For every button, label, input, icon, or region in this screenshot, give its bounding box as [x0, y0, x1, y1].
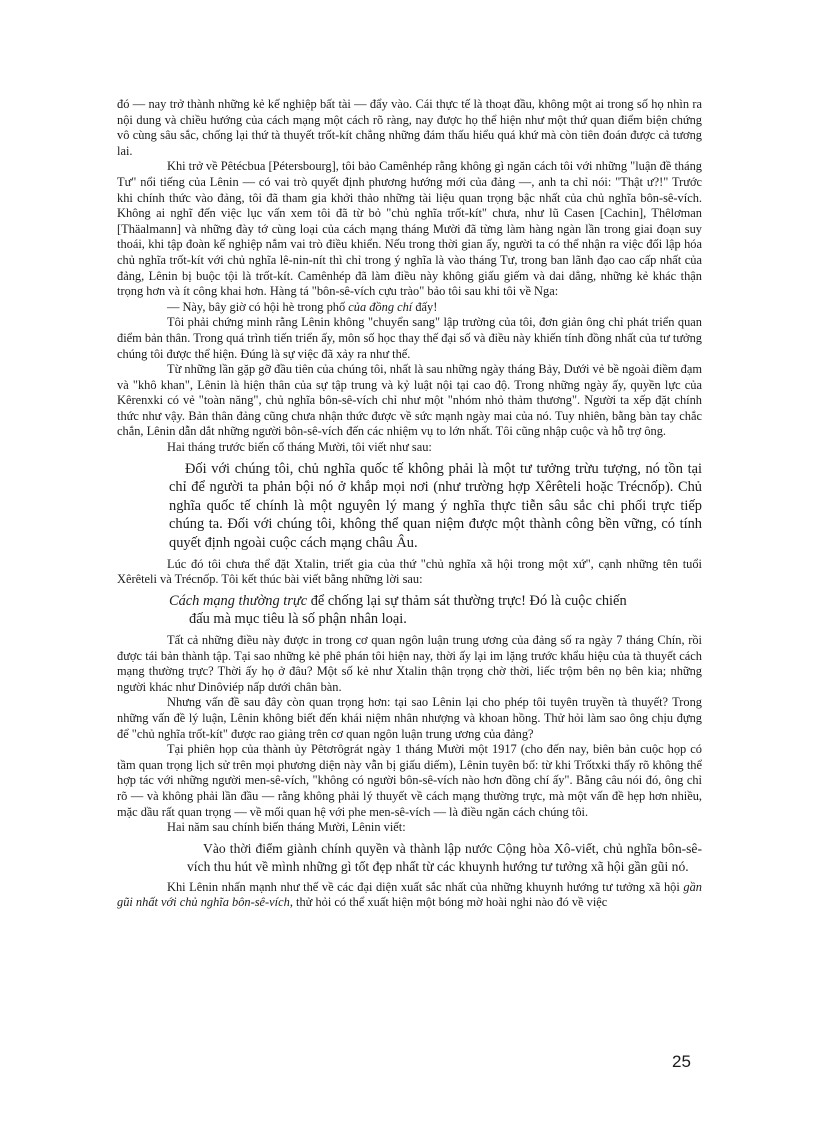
quote-text: để chống lại sự thảm sát thường trực! Đó là cuộc chiến	[307, 592, 627, 609]
body-text	[117, 97, 702, 911]
paragraph: đó — nay trở thành những kẻ kế nghiệp bất tài — đẩy vào. Cái thực tế là thoạt đầu, không một ai trong số họ nhìn ra nội dung và chiều hướng của cách mạng một cách rõ ràng, nay được họ thể hiện như một thứ quan điểm biện chứng vô cùng sâu sắc, chống lại thứ tà thuyết trốt-kít chẳng những đám thấu hiểu quá khứ mà còn tiên đoán được cả tương lai.	[117, 97, 702, 158]
paragraph: Tại phiên họp của thành ủy Pêtơrôgrát ngày 1 tháng Mười một 1917 (cho đến nay, biên bản cuộc họp có tầm quan trọng lịch sử trên mọi phương diện này vẫn bị giấu diếm), Lênin tuyên bố: từ khi Trốtxki thấy rõ không thể hợp tác với những người men-sê-vích, "không có người bôn-sê-vích nào hơn đồng chí ấy". Bằng câu nói đó, ông chỉ rõ — và không phải lần đầu — rằng không phải lý thuyết về cách mạng thường trực, mà một vấn đề hẹp hơn nhiều, mặc dầu rất quan trọng — về mối quan hệ với phe men-sê-vích — là điều ngăn cách chúng tôi.	[117, 742, 702, 819]
block-quote	[169, 592, 702, 629]
emphasis-text: gần gũi nhất với chủ nghĩa bôn-sê-vích	[117, 879, 702, 910]
emphasis-text: Cách mạng thường trực	[169, 592, 308, 609]
dialogue-text-end: đấy!	[412, 299, 438, 314]
page-number: 25	[672, 1052, 691, 1071]
paragraph	[117, 880, 702, 911]
paragraph: Tất cả những điều này được in trong cơ quan ngôn luận trung ương của đảng số ra ngày 7 tháng Chín, rồi được tái bản thành tập. Tại sao những kẻ phê phán tôi hiện nay, thời ấy lại im lặng trước khẩu hiệu của tà thuyết cách mạng thường trực? Thời ấy họ ở đâu? Một số kẻ như Xtalin thận trọng chờ thời, liếc trộm bên nọ bên kia; những người khác như Dinôviép nấp dưới chân bàn.	[117, 633, 702, 694]
paragraph: Khi trở về Pêtécbua [Pétersbourg], tôi bảo Camênhép rằng không gì ngăn cách tôi với những "luận đề tháng Tư" nổi tiếng của Lênin — có vai trò quyết định phương hướng mới của đảng —, anh ta chỉ nói: "Thật ư?!" Trước khi chính thức vào đảng, tôi đã tham gia khởi thảo những tài liệu quan trọng bậc nhất của chủ nghĩa bôn-sê-vích. Không ai nghĩ đến việc lục vấn xem tôi đã từ bỏ "chủ nghĩa trốt-kít" chưa, như lũ Casen [Cachin], Thêlơman [Thäalmann] và những đày tớ cùng loại của cách mạng tháng Mười đã từng làm hàng ngàn lần trong giai đoạn suy thoái, khi tập đoàn kế nghiệp nắm vai trò điều khiển. Nếu trong thời gian ấy, người ta có thể nhận ra việc đối lập hóa chủ nghĩa trốt-kít với chủ nghĩa lê-nin-nít thì chỉ trong ý nghĩa là vào tháng Tư, trong ban lãnh đạo cao cấp nhất của đảng, Lênin bị buộc tội là trốt-kít. Camênhép đã làm điều này không giấu giếm và dai dẳng, những kẻ khác thận trọng hơn và ít công khai hơn. Hàng tá "bôn-sê-vích cựu trào" bảo tôi sau khi tôi về Nga:	[117, 159, 702, 299]
paragraph-text: Khi Lênin nhấn mạnh như thế về các đại diện xuất sắc nhất của những khuynh hướng tư tưởng xã hội	[167, 879, 684, 894]
paragraph: Nhưng vấn đề sau đây còn quan trọng hơn: tại sao Lênin lại cho phép tôi tuyên truyền tà thuyết? Trong những vấn đề lý luận, Lênin không biết đến khái niệm nhân nhượng và khoan hồng. Thử hỏi làm sao ông chịu đựng để "chủ nghĩa trốt-kít" được rao giảng trên cơ quan ngôn luận trung ương của đảng?	[117, 695, 702, 741]
paragraph: Hai năm sau chính biến tháng Mười, Lênin viết:	[167, 820, 406, 835]
paragraph: Tôi phải chứng minh rằng Lênin không "chuyển sang" lập trường của tôi, đơn giản ông chỉ phát triển quan điểm bản thân. Trong quá trình tiến triển ấy, môn số học thay thế đại số và điều này khiến tính đồng nhất của tư tưởng chúng tôi được thể hiện. Đúng là sự việc đã xảy ra như thế.	[117, 315, 702, 361]
quote-text-line2: đấu mà mục tiêu là số phận nhân loại.	[189, 611, 407, 628]
dialogue-text: — Này, bây giờ có hội hè trong phố	[167, 299, 349, 314]
paragraph: Hai tháng trước biến cố tháng Mười, tôi viết như sau:	[167, 440, 432, 455]
emphasis-text: của đồng chí	[348, 299, 413, 314]
paragraph: Từ những lần gặp gỡ đầu tiên của chúng tôi, nhất là sau những ngày tháng Bảy, Dưới vẻ bề ngoài điềm đạm và "khô khan", Lênin là hiện thân của sự tập trung và kỷ luật nội tại cao độ. Trong những ngày ấy, quyền lực của Kêrenxki có vẻ "toàn năng", chủ nghĩa bôn-sê-vích chỉ như một "nhóm nhỏ thảm thương". Người ta xếp đặt chính thức như vậy. Bản thân đảng cũng chưa nhận thức được về sức mạnh ngày mai của nó. Tuy nhiên, bằng bàn tay chắc chắn, Lênin dẫn dắt những người bôn-sê-vích đến các nhiệm vụ to lớn nhất. Tôi cũng nhập cuộc và hỗ trợ ông.	[117, 362, 702, 439]
block-quote: Vào thời điểm giành chính quyền và thành lập nước Cộng hòa Xô-viết, chủ nghĩa bôn-sê-vích thu hút về mình những gì tốt đẹp nhất từ các khuynh hướng tư tưởng xã hội gần gũi nó.	[187, 840, 702, 874]
dialogue-line	[117, 300, 702, 316]
paragraph: Lúc đó tôi chưa thể đặt Xtalin, triết gia của thứ "chủ nghĩa xã hội trong một xứ", cạnh những tên tuổi Xêrêteli và Trécnốp. Tôi kết thúc bài viết bằng những lời sau:	[117, 556, 702, 587]
block-quote: Đối với chúng tôi, chủ nghĩa quốc tế không phải là một tư tưởng trừu tượng, nó tồn tại chỉ để người ta phản bội nó ở khắp mọi nơi (như trường hợp Xêrêteli hoặc Trécnốp). Chủ nghĩa quốc tế chính là một nguyên lý mang ý nghĩa thực tiễn sâu sắc chi phối trực tiếp chúng ta. Đối với chúng tôi, không thể quan niệm được một thành công bền vững, có tính quyết định ngoài cuộc cách mạng châu Âu.	[169, 460, 702, 552]
paragraph-text-end: , thử hỏi có thể xuất hiện một bóng mờ hoài nghi nào đó về việc	[289, 895, 608, 910]
